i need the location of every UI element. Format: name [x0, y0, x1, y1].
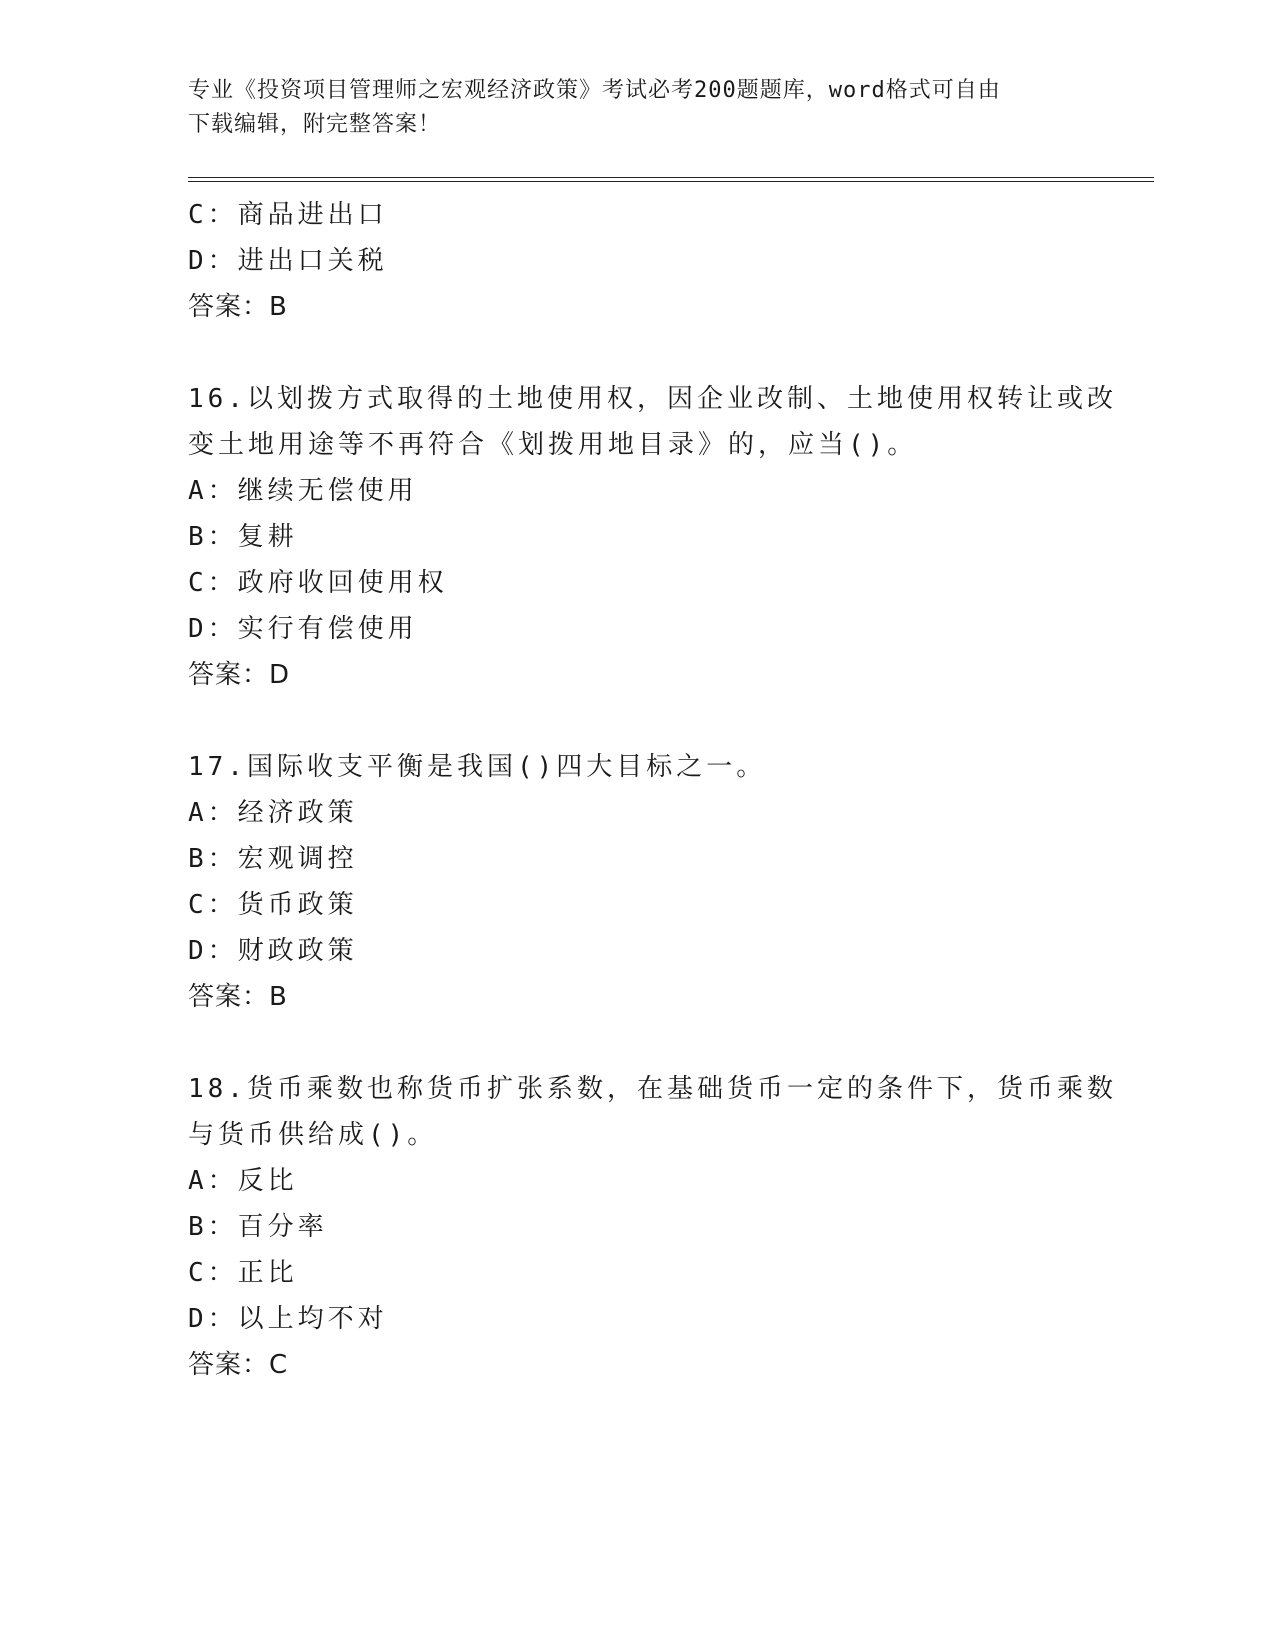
answer-line: 答案：C [188, 1350, 289, 1380]
question-15-tail [188, 192, 1088, 330]
answer-line: 答案：D [188, 660, 291, 690]
option-a: A：反比 [188, 1166, 298, 1196]
question-stem-line: 18.货币乘数也称货币扩张系数，在基础货币一定的条件下，货币乘数 [188, 1074, 1117, 1104]
option-b: B：宏观调控 [188, 844, 358, 874]
answer-line: 答案：B [188, 292, 288, 322]
option-a: A：经济政策 [188, 798, 358, 828]
option-d: D：进出口关税 [188, 246, 388, 276]
spacer [188, 1020, 1088, 1066]
option-d: D：财政政策 [188, 936, 358, 966]
question-16 [188, 376, 1117, 698]
document-body [188, 192, 1117, 1388]
question-17 [188, 744, 1088, 1020]
question-stem-line: 变土地用途等不再符合《划拨用地目录》的，应当()。 [188, 430, 918, 460]
option-c: C：正比 [188, 1258, 298, 1288]
header-divider [188, 177, 1154, 182]
header-title-line-1: 专业《投资项目管理师之宏观经济政策》考试必考200题题库，word格式可自由 [188, 78, 1001, 103]
spacer [188, 698, 1088, 744]
question-stem-line: 17.国际收支平衡是我国()四大目标之一。 [188, 752, 767, 782]
option-b: B：复耕 [188, 522, 298, 552]
question-18 [188, 1066, 1117, 1388]
option-c: C：商品进出口 [188, 200, 388, 230]
option-a: A：继续无偿使用 [188, 476, 418, 506]
option-b: B：百分率 [188, 1212, 328, 1242]
header-title-line-2: 下载编辑，附完整答案！ [188, 112, 442, 137]
question-stem-line: 16.以划拨方式取得的土地使用权，因企业改制、土地使用权转让或改 [188, 384, 1117, 414]
question-stem-line: 与货币供给成()。 [188, 1120, 438, 1150]
page-header [188, 74, 1088, 142]
spacer [188, 330, 1088, 376]
option-d: D：以上均不对 [188, 1304, 388, 1334]
answer-line: 答案：B [188, 982, 288, 1012]
option-c: C：货币政策 [188, 890, 358, 920]
option-c: C：政府收回使用权 [188, 568, 448, 598]
option-d: D：实行有偿使用 [188, 614, 418, 644]
